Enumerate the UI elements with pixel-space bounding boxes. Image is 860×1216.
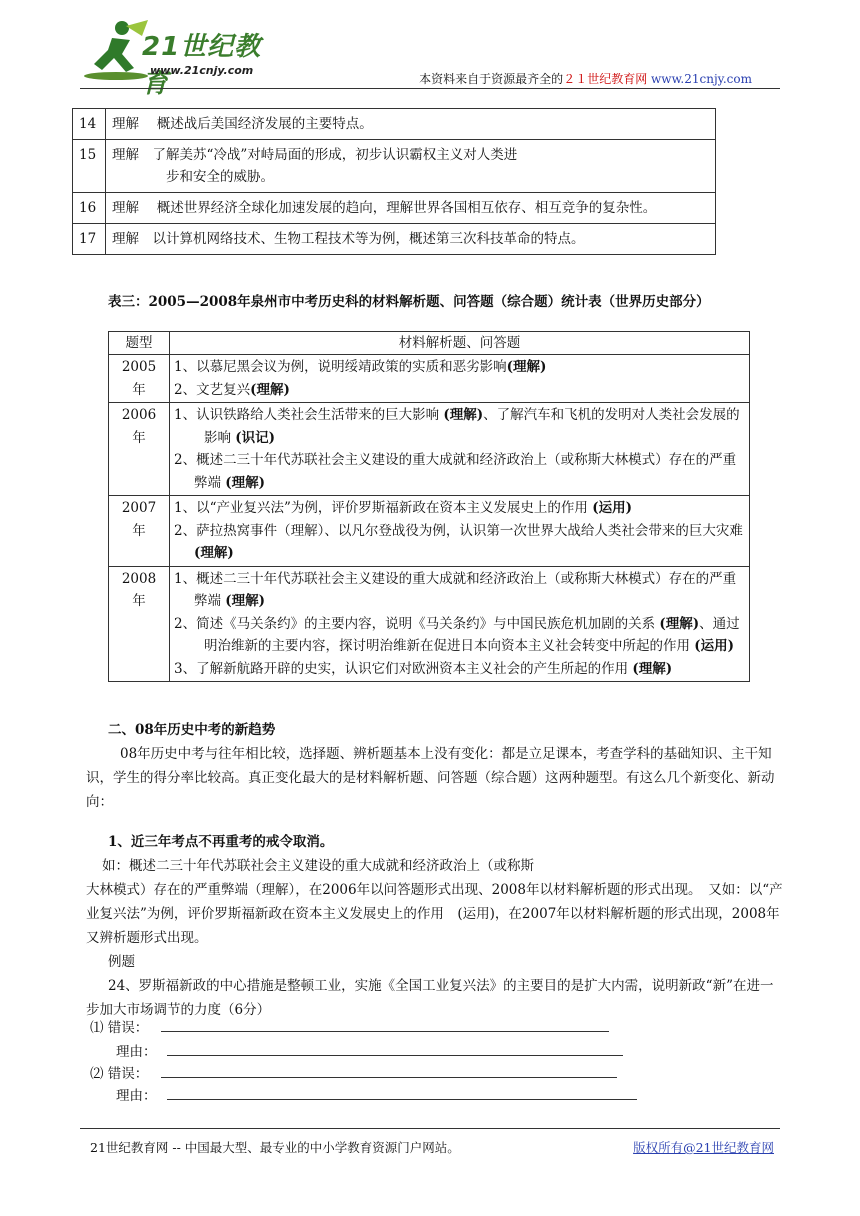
example-paragraph: 大林模式）存在的严重弊端（理解），在2006年以问答题形式出现、2008年以材料解析题的形式出现。 又如：以“产业复兴法”为例，评价罗斯福新政在资本主义发展史上的作用 (运用)，在2007年以材料解析题的形式出现，2008年又辨析题形式出现。 xyxy=(86,882,783,946)
answer-blank[interactable] xyxy=(161,1017,609,1032)
example-intro: 如：概述二三十年代苏联社会主义建设的重大成就和经济政治上（或称斯 xyxy=(102,858,534,874)
answer-blank[interactable] xyxy=(167,1085,637,1100)
answer-2-error: ⑵ 错误： xyxy=(90,1062,617,1082)
row-content: 理解 概述战后美国经济发展的主要特点。 xyxy=(106,109,716,140)
answer-1-error: ⑴ 错误： xyxy=(90,1016,609,1036)
source-prefix: 本资料来自于资源最齐全的 xyxy=(419,72,564,86)
site-logo xyxy=(82,18,282,99)
content-cell: 1、以“产业复兴法”为例，评价罗斯福新政在资本主义发展史上的作用 (运用) 2、萨拉热窝事件（理解）、以凡尔登战役为例，认识第一次世界大战给人类社会带来的巨大灾难 (理解) xyxy=(170,496,750,567)
section-heading: 二、08年历史中考的新趋势 xyxy=(108,722,276,738)
table-row-2006 xyxy=(109,403,750,496)
footer-text: 21世纪教育网 -- 中国最大型、最专业的中小学教育资源门户网站。 xyxy=(90,1140,460,1155)
question-text: 24、罗斯福新政的中心措施是整顿工业，实施《全国工业复兴法》的主要目的是扩大内需，说明新政“新”在进一步加大市场调节的力度（6分） xyxy=(86,978,774,1018)
header-source xyxy=(419,70,752,87)
header-divider xyxy=(80,88,780,89)
row-number: 16 xyxy=(73,193,106,224)
answer-blank[interactable] xyxy=(167,1041,623,1056)
content-cell: 1、概述二三十年代苏联社会主义建设的重大成就和经济政治上（或称斯大林模式）存在的严重弊端 (理解) 2、简述《马关条约》的主要内容，说明《马关条约》与中国民族危机加剧的关系 (理解)、通过明治维新的主要内容，探讨明治维新在促进日本向资本主义社会转变中所起的作用 (运用) 3、了解新航路开辟的史实，认识它们对欧洲资本主义社会的产生所起的作用 (理解) xyxy=(170,566,750,682)
content-cell: 1、以慕尼黑会议为例，说明绥靖政策的实质和恶劣影响(理解) 2、文艺复兴(理解) xyxy=(170,355,750,403)
table-row-2008 xyxy=(109,566,750,682)
standards-table xyxy=(72,108,716,255)
answer-2-reason: 理由： xyxy=(116,1084,637,1104)
subheading: 1、近三年考点不再重考的戒令取消。 xyxy=(108,834,334,850)
footer-divider xyxy=(80,1128,780,1129)
col-header-content: 材料解析题、问答题 xyxy=(170,332,750,355)
table3-title: 表三：2005—2008年泉州市中考历史科的材料解析题、问答题（综合题）统计表（世界历史部分） xyxy=(108,294,710,310)
row-number: 14 xyxy=(73,109,106,140)
table-row xyxy=(73,224,716,255)
year-cell: 2005 年 xyxy=(109,355,170,403)
exam-stats-table xyxy=(108,331,750,682)
answer-blank[interactable] xyxy=(161,1063,617,1078)
row-content: 理解 以计算机网络技术、生物工程技术等为例，概述第三次科技革命的特点。 xyxy=(106,224,716,255)
example-label: 例题 xyxy=(108,954,135,970)
content-cell: 1、认识铁路给人类社会生活带来的巨大影响 (理解)、了解汽车和飞机的发明对人类社会发展的影响 (识记) 2、概述二三十年代苏联社会主义建设的重大成就和经济政治上（或称斯大林模式）存在的严重弊端 (理解) xyxy=(170,403,750,496)
answer-1-reason: 理由： xyxy=(116,1040,623,1060)
source-site[interactable]: ２１世纪教育网 xyxy=(563,72,648,86)
row-content: 理解 了解美苏“冷战”对峙局面的形成，初步认识霸权主义对人类进 步和安全的威胁。 xyxy=(106,140,716,193)
col-header-type: 题型 xyxy=(109,332,170,355)
table-row xyxy=(73,193,716,224)
table-row xyxy=(73,109,716,140)
row-content: 理解 概述世界经济全球化加速发展的趋向，理解世界各国相互依存、相互竞争的复杂性。 xyxy=(106,193,716,224)
section-paragraph: 08年历史中考与往年相比较，选择题、辨析题基本上没有变化：都是立足课本，考查学科的基础知识、主干知识，学生的得分率比较高。真正变化最大的是材料解析题、问答题（综合题）这两种题型。有这么几个新变化、新动向： xyxy=(86,746,775,810)
table-row-2005 xyxy=(109,355,750,403)
table-row-2007 xyxy=(109,496,750,567)
row-number: 17 xyxy=(73,224,106,255)
source-url[interactable]: www.21cnjy.com xyxy=(651,72,752,86)
year-cell: 2007 年 xyxy=(109,496,170,567)
row-number: 15 xyxy=(73,140,106,193)
year-cell: 2006 年 xyxy=(109,403,170,496)
copyright-link[interactable]: 版权所有@21世纪教育网 xyxy=(633,1140,774,1155)
logo-text: 21世纪教育 xyxy=(142,32,262,99)
year-cell: 2008 年 xyxy=(109,566,170,682)
table-row xyxy=(73,140,716,193)
logo-url: www.21cnjy.com xyxy=(150,64,254,77)
table-header-row xyxy=(109,332,750,355)
